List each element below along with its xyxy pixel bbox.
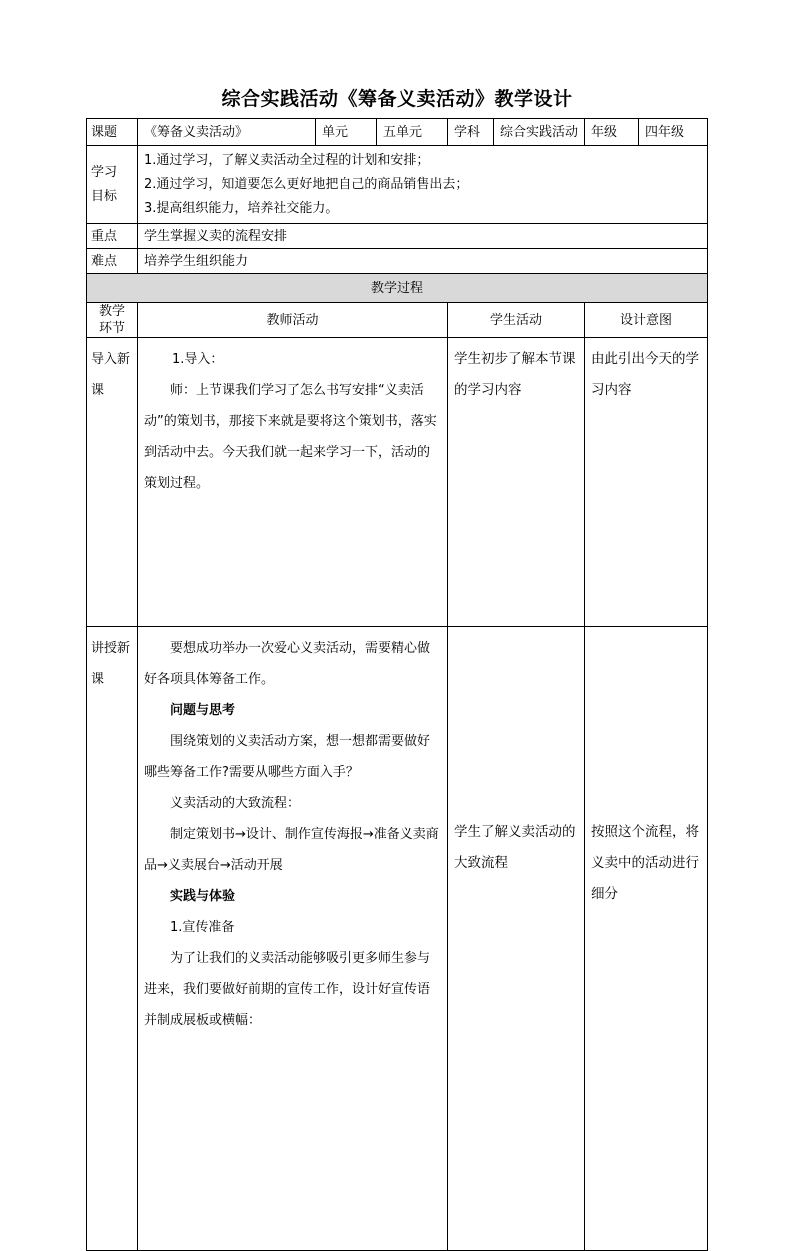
subject-label: 学科 [448, 119, 494, 146]
teacher-subheading: 实践与体验 [170, 889, 236, 904]
column-header-stage-text: 教学环节 [98, 304, 125, 336]
teacher-paragraph: 围绕策划的义卖活动方案，想一想都需要做好哪些筹备工作?需要从哪些方面入手？ [144, 734, 431, 780]
goals-list [138, 146, 708, 224]
teacher-paragraph: 师：上节课我们学习了怎么书写安排“义卖活动”的策划书，那接下来就是要将这个策划书，落实到活动中去。今天我们就一起来学习一下，活动的策划过程。 [144, 383, 437, 491]
difficulty-label: 难点 [87, 249, 138, 274]
unit-value: 五单元 [377, 119, 448, 146]
student-activity-cell: 学生初步了解本节课的学习内容 [448, 338, 585, 627]
teacher-paragraph: 1.宣传准备 [170, 920, 235, 935]
document-title: 综合实践活动《筹备义卖活动》教学设计 [221, 88, 573, 110]
grade-value: 四年级 [639, 119, 708, 146]
lesson-plan-table [86, 118, 708, 1251]
teacher-paragraph: 义卖活动的大致流程： [170, 796, 301, 811]
header-row [87, 119, 708, 146]
goal-item: 1.通过学习，了解义卖活动全过程的计划和安排； [144, 152, 430, 168]
teacher-subheading: 问题与思考 [170, 703, 236, 718]
stage-cell: 导入新课 [87, 338, 138, 627]
topic-value: 《筹备义卖活动》 [138, 119, 316, 146]
teacher-paragraph: 要想成功举办一次爱心义卖活动，需要精心做好各项具体筹备工作。 [144, 641, 431, 687]
teacher-paragraph: 制定策划书→设计、制作宣传海报→准备义卖商品→义卖展台→活动开展 [144, 827, 439, 873]
goal-item: 2.通过学习，知道要怎么更好地把自己的商品销售出去； [144, 176, 469, 192]
column-header-intent: 设计意图 [585, 303, 708, 338]
goals-label-line2: 目标 [91, 188, 118, 204]
goal-item: 3.提高组织能力，培养社交能力。 [144, 200, 339, 216]
table-row [87, 338, 708, 627]
goals-row [87, 146, 708, 224]
process-section-title: 教学过程 [87, 274, 708, 303]
key-point-row [87, 224, 708, 249]
goals-label-line1: 学习 [91, 164, 118, 180]
design-intent-cell: 由此引出今天的学习内容 [585, 338, 708, 627]
teacher-activity-cell [138, 338, 448, 627]
goals-label [87, 146, 138, 224]
column-header-student: 学生活动 [448, 303, 585, 338]
teacher-paragraph: 1.导入： [172, 352, 224, 367]
stage-cell: 讲授新课 [87, 627, 138, 1251]
table-row [87, 627, 708, 1251]
teacher-paragraph: 为了让我们的义卖活动能够吸引更多师生参与进来，我们要做好前期的宣传工作，设计好宣传语并制成展板或横幅： [144, 951, 431, 1028]
student-activity-cell: 学生了解义卖活动的大致流程 [448, 627, 585, 1251]
column-header-stage [87, 303, 138, 338]
topic-label: 课题 [87, 119, 138, 146]
key-point-value: 学生掌握义卖的流程安排 [138, 224, 708, 249]
column-header-teacher: 教师活动 [138, 303, 448, 338]
design-intent-cell: 按照这个流程，将义卖中的活动进行细分 [585, 627, 708, 1251]
unit-label: 单元 [316, 119, 377, 146]
subject-value: 综合实践活动 [494, 119, 585, 146]
key-point-label: 重点 [87, 224, 138, 249]
difficulty-value: 培养学生组织能力 [138, 249, 708, 274]
process-column-headers [87, 303, 708, 338]
process-section-row [87, 274, 708, 303]
grade-label: 年级 [585, 119, 639, 146]
difficulty-row [87, 249, 708, 274]
teacher-activity-cell [138, 627, 448, 1251]
